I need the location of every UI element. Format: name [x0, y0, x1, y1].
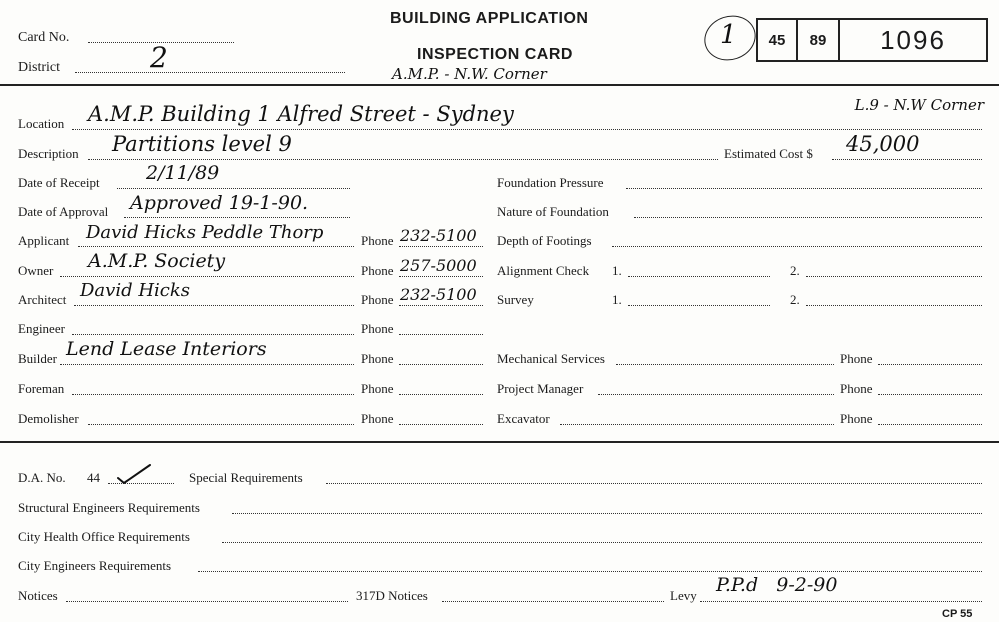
header-handwritten-note: A.M.P. - N.W. Corner	[392, 65, 547, 83]
location-value: A.M.P. Building 1 Alfred Street - Sydney	[88, 102, 514, 126]
da-no-value: 44	[87, 470, 100, 485]
owner-label: Owner	[18, 263, 54, 278]
survey-field-2[interactable]	[806, 305, 982, 306]
code-b: 89	[809, 31, 827, 49]
date-receipt-field[interactable]	[117, 188, 350, 189]
nature-foundation-label: Nature of Foundation	[497, 204, 609, 219]
project-manager-label: Project Manager	[497, 381, 584, 396]
depth-footings-field[interactable]	[612, 246, 982, 247]
location-extra: L.9 - N.W Corner	[854, 96, 984, 114]
date-receipt-value: 2/11/89	[146, 162, 220, 184]
district-field[interactable]	[75, 72, 345, 73]
excavator-label: Excavator	[497, 411, 550, 426]
foundation-pressure-field[interactable]	[626, 188, 982, 189]
architect-phone-field[interactable]	[399, 305, 483, 306]
foundation-pressure-label: Foundation Pressure	[497, 175, 604, 190]
architect-label: Architect	[18, 292, 67, 307]
estimated-cost-label: Estimated Cost $	[724, 146, 813, 161]
notices-317d-field[interactable]	[442, 601, 664, 602]
project-manager-field[interactable]	[598, 394, 834, 395]
owner-field[interactable]	[60, 276, 354, 277]
builder-field[interactable]	[60, 364, 354, 365]
card-no-label: Card No.	[18, 30, 70, 45]
project-manager-phone-label: Phone	[840, 381, 873, 396]
levy-field[interactable]	[700, 601, 982, 602]
structural-label: Structural Engineers Requirements	[18, 500, 200, 515]
title-line1: BUILDING APPLICATION	[390, 10, 589, 27]
alignment-check-label: Alignment Check	[497, 263, 590, 278]
notices-label: Notices	[18, 588, 58, 603]
excavator-field[interactable]	[560, 424, 834, 425]
notices-field[interactable]	[66, 601, 348, 602]
applicant-value: David Hicks Peddle Thorp	[86, 222, 324, 243]
title-line2: INSPECTION CARD	[417, 46, 573, 63]
architect-phone-label: Phone	[361, 292, 394, 307]
date-approval-field[interactable]	[124, 217, 350, 218]
project-manager-phone-field[interactable]	[878, 394, 982, 395]
mechanical-phone-label: Phone	[840, 351, 873, 366]
owner-phone-value: 257-5000	[400, 256, 477, 275]
card-number-box	[838, 18, 988, 62]
alignment-check-field-2[interactable]	[806, 276, 982, 277]
estimated-cost-field[interactable]	[832, 159, 982, 160]
builder-phone-label: Phone	[361, 351, 394, 366]
header-rule	[0, 84, 999, 86]
section-rule	[0, 441, 999, 443]
health-field[interactable]	[222, 542, 982, 543]
code-b-box	[796, 18, 840, 62]
special-requirements-label: Special Requirements	[189, 470, 303, 485]
date-approval-label: Date of Approval	[18, 204, 109, 219]
owner-phone-label: Phone	[361, 263, 394, 278]
applicant-phone-field[interactable]	[399, 246, 483, 247]
date-approval-value: Approved 19-1-90.	[130, 192, 309, 214]
applicant-phone-label: Phone	[361, 233, 394, 248]
circled-number: 1	[720, 20, 737, 50]
demolisher-label: Demolisher	[18, 411, 79, 426]
applicant-field[interactable]	[78, 246, 354, 247]
city-engineers-field[interactable]	[198, 571, 982, 572]
alignment-check-n1: 1.	[612, 263, 622, 278]
structural-field[interactable]	[232, 513, 982, 514]
survey-n1: 1.	[612, 292, 622, 307]
nature-foundation-field[interactable]	[634, 217, 982, 218]
code-a-box	[756, 18, 798, 62]
special-requirements-field[interactable]	[326, 483, 982, 484]
builder-phone-field[interactable]	[399, 364, 483, 365]
description-field[interactable]	[88, 159, 718, 160]
levy-value: P.P.d 9-2-90	[716, 574, 838, 596]
builder-value: Lend Lease Interiors	[66, 338, 267, 360]
engineer-phone-field[interactable]	[399, 334, 483, 335]
estimated-cost-value: 45,000	[846, 132, 920, 156]
health-label: City Health Office Requirements	[18, 529, 190, 544]
city-engineers-label: City Engineers Requirements	[18, 558, 172, 573]
mechanical-services-label: Mechanical Services	[497, 351, 605, 366]
applicant-label: Applicant	[18, 233, 70, 248]
engineer-field[interactable]	[72, 334, 354, 335]
engineer-label: Engineer	[18, 321, 65, 336]
check-mark-icon	[116, 462, 152, 484]
survey-label: Survey	[497, 292, 534, 307]
depth-footings-label: Depth of Footings	[497, 233, 592, 248]
card-number: 1096	[880, 24, 946, 55]
location-label: Location	[18, 116, 65, 131]
excavator-phone-label: Phone	[840, 411, 873, 426]
notices-317d-label: 317D Notices	[356, 588, 428, 603]
demolisher-field[interactable]	[88, 424, 354, 425]
engineer-phone-label: Phone	[361, 321, 394, 336]
alignment-check-field-1[interactable]	[628, 276, 770, 277]
code-a: 45	[768, 31, 786, 49]
levy-label: Levy	[670, 588, 697, 603]
foreman-field[interactable]	[72, 394, 354, 395]
survey-field-1[interactable]	[628, 305, 770, 306]
foreman-phone-label: Phone	[361, 381, 394, 396]
mechanical-phone-field[interactable]	[878, 364, 982, 365]
applicant-phone-value: 232-5100	[400, 226, 477, 245]
date-receipt-label: Date of Receipt	[18, 175, 100, 190]
demolisher-phone-field[interactable]	[399, 424, 483, 425]
architect-phone-value: 232-5100	[400, 285, 477, 304]
foreman-label: Foreman	[18, 381, 65, 396]
architect-field[interactable]	[74, 305, 354, 306]
builder-label: Builder	[18, 351, 57, 366]
owner-value: A.M.P. Society	[88, 250, 226, 272]
da-no-label: D.A. No.	[18, 470, 66, 485]
demolisher-phone-label: Phone	[361, 411, 394, 426]
survey-n2: 2.	[790, 292, 800, 307]
location-field[interactable]	[72, 129, 982, 130]
description-value: Partitions level 9	[112, 132, 292, 156]
alignment-check-n2: 2.	[790, 263, 800, 278]
excavator-phone-field[interactable]	[878, 424, 982, 425]
description-label: Description	[18, 146, 79, 161]
mechanical-services-field[interactable]	[616, 364, 834, 365]
foreman-phone-field[interactable]	[399, 394, 483, 395]
architect-value: David Hicks	[80, 280, 191, 301]
district-label: District	[18, 60, 60, 75]
owner-phone-field[interactable]	[399, 276, 483, 277]
district-value: 2	[150, 41, 168, 74]
form-code: CP 55	[942, 608, 973, 620]
